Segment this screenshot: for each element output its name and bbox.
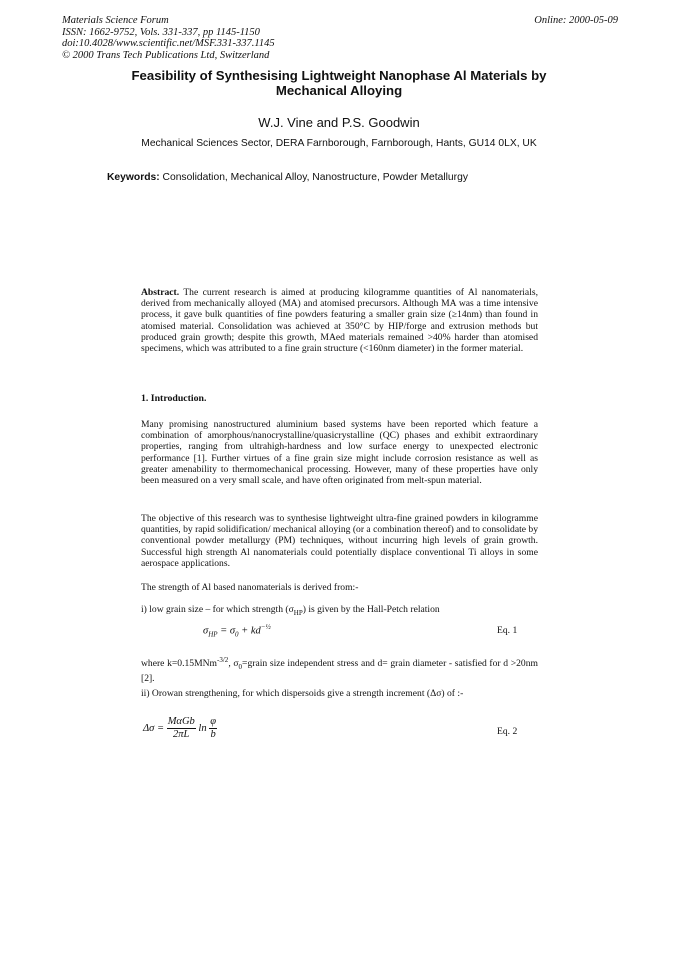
- keywords-label: Keywords:: [107, 172, 160, 183]
- copyright-line: © 2000 Trans Tech Publications Ltd, Switzerland: [62, 49, 270, 61]
- intro-paragraph-4: i) low grain size – for which strength $(\sigma_{HP})$ is given by the Hall-Petch relation: [141, 604, 440, 617]
- equation-orowan: Δσ = $\frac{\text{MαGb}}{2\pi L}$ ln $\frac{\varphi}{b}$: [143, 716, 217, 740]
- keywords: [107, 172, 577, 183]
- paper-authors: W.J. Vine and P.S. Goodwin: [258, 115, 420, 130]
- section-heading: 1. Introduction.: [141, 393, 207, 404]
- abstract-text: The current research is aimed at producing kilogramme quantities of Al nanomaterials, derived from mechanically alloyed (MA) and atomised precursors. Although MA was a time intensive process, it gave bulk quantities of fine powders featuring a smaller grain size (≥14nm) than found in atomised material. Consolidation was achieved at 350°C by HIP/forge and extrusion methods but produced grain growth; despite this growth, MAed materials remained >40% harder than atomised specimens, which was attributed to a fine grain structure (<160nm diameter) in the former material.: [141, 287, 538, 355]
- paper-affiliation: Mechanical Sciences Sector, DERA Farnborough, Farnborough, Hants, GU14 0LX, UK: [141, 138, 537, 149]
- online-date: Online: 2000-05-09: [534, 15, 618, 26]
- intro-paragraph-3: The strength of Al based nanomaterials is derived from:-: [141, 582, 359, 593]
- abstract-label: Abstract.: [141, 287, 180, 298]
- issn-line: ISSN: 1662-9752, Vols. 331-337, pp 1145-1150: [62, 26, 260, 38]
- equation-hall-petch: $\sigma_{HP} = \sigma_0 + kd^{-\frac{1}{2}}$: [203, 623, 271, 639]
- doi-line: doi:10.4028/www.scientific.net/MSF.331-337.1145: [62, 38, 275, 49]
- journal-name: Materials Science Forum: [62, 15, 169, 26]
- equation-2-number: Eq. 2: [497, 726, 518, 737]
- abstract: [141, 287, 538, 354]
- intro-paragraph-2: The objective of this research was to synthesise lightweight ultra-fine grained powders in kilogramme quantities, by rapid solidification/ mechanical alloying (or a combination thereof) and to consolidate by conventional powder metallurgy (PM) techniques, without incurring high levels of grain growth. Successful high strength Al nanomaterials could potentially displace conventional Ti alloys in some aerospace applications.: [141, 513, 538, 569]
- intro-paragraph-6: ii) Orowan strengthening, for which dispersoids give a strength increment (Δσ) of :-: [141, 688, 464, 699]
- keywords-text: Consolidation, Mechanical Alloy, Nanostructure, Powder Metallurgy: [162, 172, 468, 183]
- intro-paragraph-5: where k=0.15MNm$^{-3/2}$, $\sigma_0=grain$ size independent stress and d= grain diameter - satisfied for d >20nm [2].: [141, 656, 538, 685]
- page-header: [62, 15, 618, 61]
- paper-title: Feasibility of Synthesising Lightweight Nanophase Al Materials by Mechanical Alloying: [131, 68, 547, 98]
- equation-1-number: Eq. 1: [497, 625, 518, 636]
- intro-paragraph-1: Many promising nanostructured aluminium based systems have been reported which feature a combination of amorphous/nanocrystalline/quasicrystalline (QC) phases and exhibit extraordinary properties, ranging from ultrahigh-hardness and low surface energy to unexpected electronic performance [1]. Further virtues of a fine grain size might include corrosion resistance as well as greater amenability to thermomechanical processing. However, many of these properties have only been measured on a very small scale, and have often originated from melt-spun material.: [141, 419, 538, 487]
